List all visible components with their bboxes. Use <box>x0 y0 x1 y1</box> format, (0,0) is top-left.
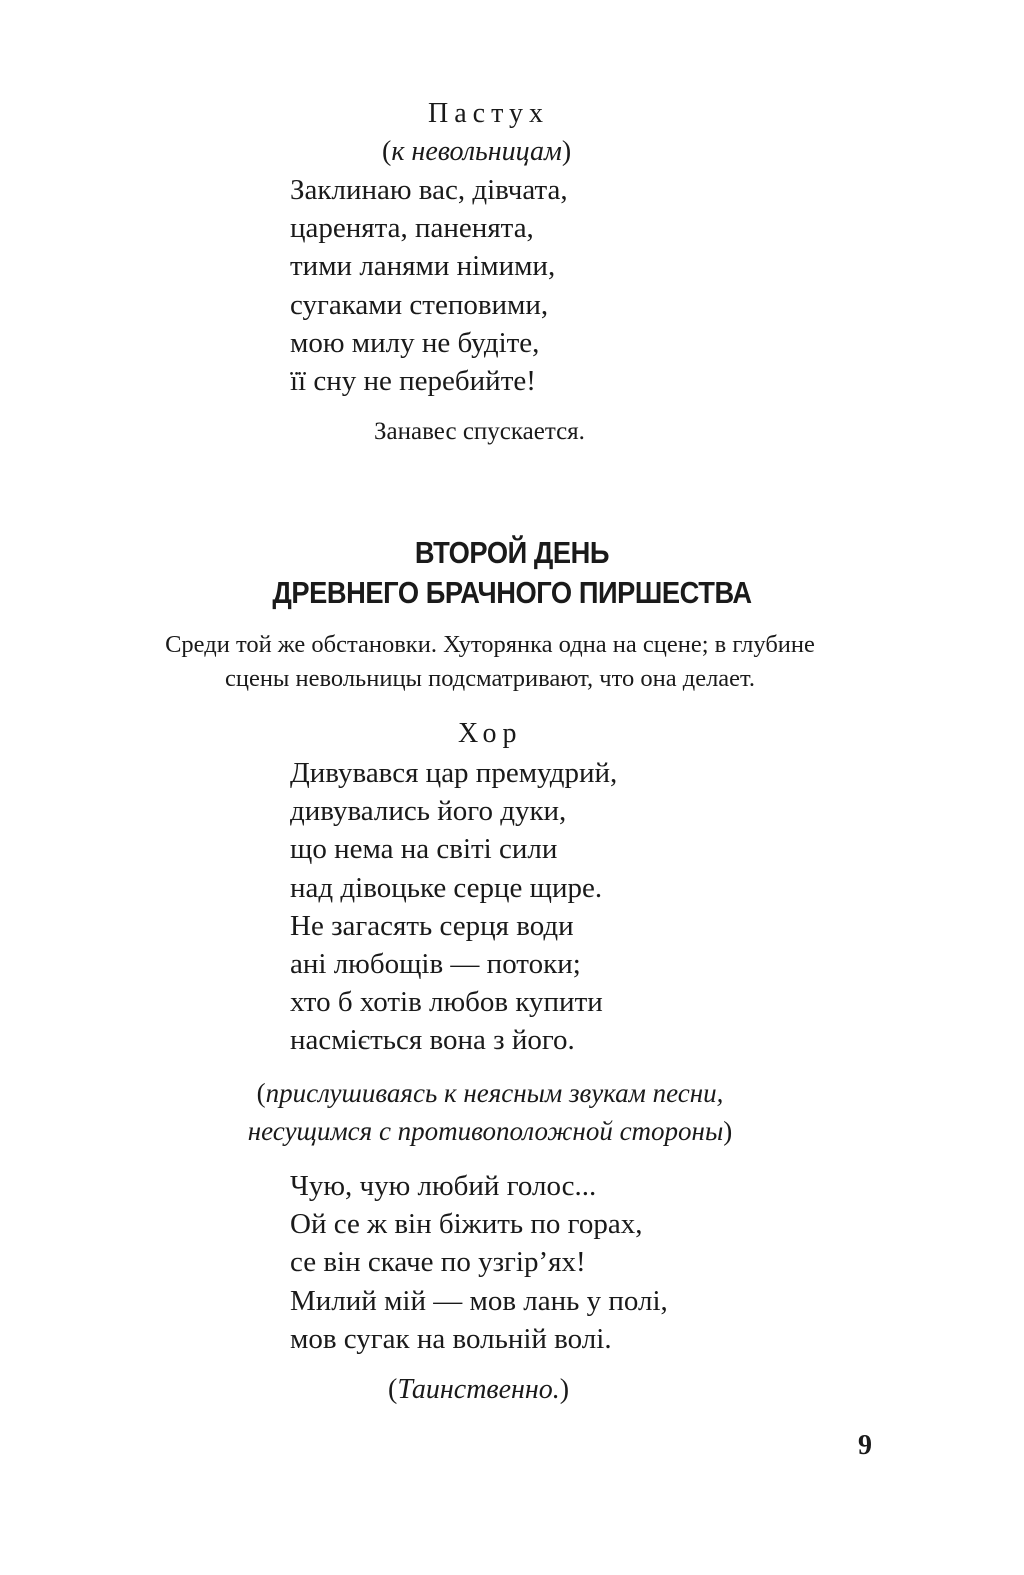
page-number: 9 <box>858 1430 872 1461</box>
section-title <box>61 533 962 613</box>
verse-line: ані любощів — потоки; <box>290 948 581 981</box>
verse-line: царенята, паненята, <box>290 212 534 245</box>
verse-line: Милий мій — мов лань у полі, <box>290 1284 668 1317</box>
stage-direction-inline: (к невольницам) <box>382 136 572 167</box>
verse-line: Ой се ж він біжить по горах, <box>290 1208 643 1241</box>
verse-line: мою милу не будіте, <box>290 326 540 359</box>
verse-line: Чую, чую любий голос... <box>290 1170 597 1202</box>
stage-direction <box>0 628 980 696</box>
verse-line: хто б хотів любов купити <box>290 986 603 1019</box>
verse-line: мов сугак на вольній волі. <box>290 1322 612 1355</box>
verse-stanza <box>290 1167 668 1358</box>
section-title-line: ДРЕВНЕГО БРАЧНОГО ПИРШЕСТВА <box>272 575 752 610</box>
stage-direction-line: сцены невольницы подсматривают, что она делает. <box>224 665 756 692</box>
verse-line: над дівоцьке серце щире. <box>290 871 603 904</box>
stage-direction-italic: (прислушиваясь к неясным звукам песни, несущимся с противоположной стороны) <box>247 1078 733 1146</box>
verse-line: насміється вона з його. <box>290 1024 575 1057</box>
verse-stanza <box>290 754 617 1060</box>
verse-line: Заклинаю вас, дівчата, <box>290 174 568 206</box>
verse-line: що нема на світі сили <box>290 833 558 866</box>
speaker-name: Пастух <box>428 98 549 129</box>
verse-stanza <box>290 171 568 400</box>
verse-line: тими ланями німими, <box>290 250 556 283</box>
verse-line: се він скаче по узгір’ях! <box>290 1246 586 1279</box>
stage-direction-line: Среди той же обстановки. Хуторянка одна на сцене; в глубине <box>165 631 815 658</box>
section-title-line: ВТОРОЙ ДЕНЬ <box>414 535 610 570</box>
curtain-note: Занавес спускается. <box>374 418 585 445</box>
verse-line: її сну не перебийте! <box>290 365 536 398</box>
verse-line: сугаками степовими, <box>290 288 549 321</box>
speaker-name: Хор <box>458 718 523 749</box>
stage-direction-inline: (Таинственно.) <box>388 1374 570 1405</box>
verse-line: Не загасять серця води <box>290 909 574 942</box>
verse-line: дивувались його дуки, <box>290 795 567 828</box>
verse-line: Дивувався цар премудрий, <box>290 757 618 789</box>
